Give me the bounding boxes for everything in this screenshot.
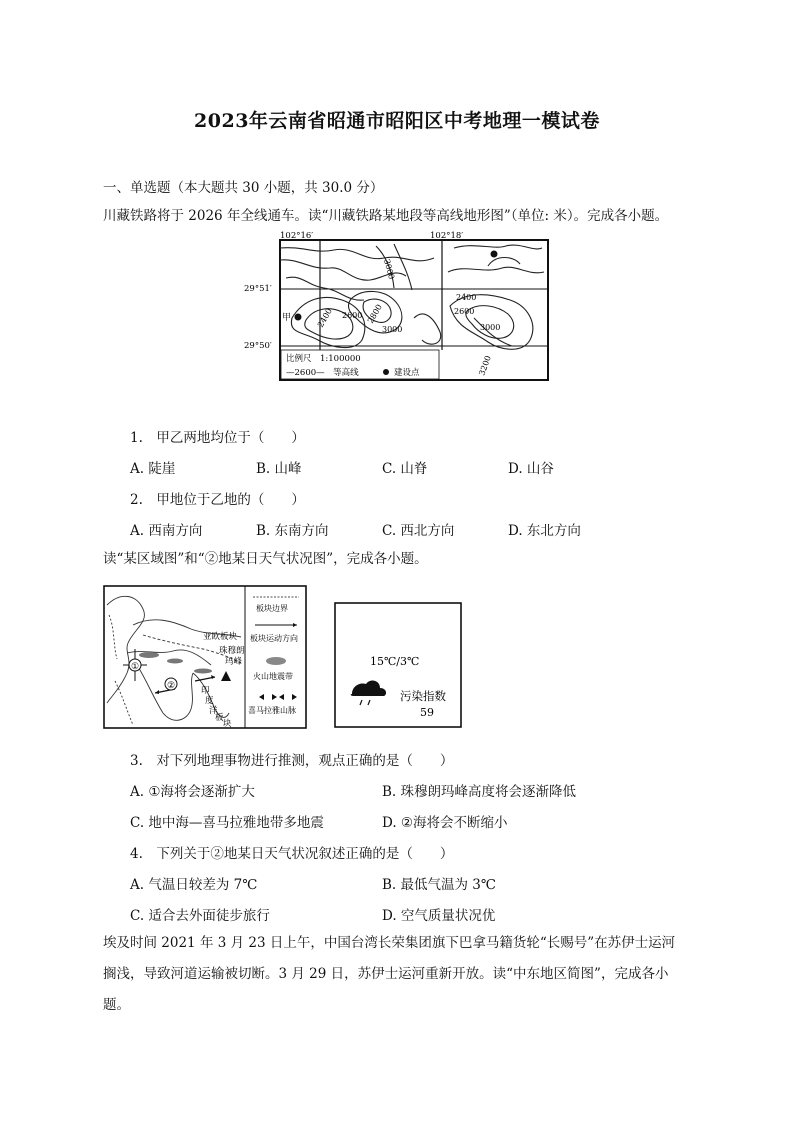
q3-option-b[interactable]: B. 珠穆朗玛峰高度将会逐渐降低: [382, 784, 577, 800]
indian-plate-char: 度: [205, 696, 214, 706]
lon-left-label: 102°16′: [280, 231, 314, 241]
legend-site-dot: [383, 369, 389, 375]
indian-plate-char: 印: [201, 686, 210, 696]
site-point-yi: [491, 251, 498, 258]
region-map: [103, 585, 307, 729]
legend-plate-boundary: 板块边界: [256, 604, 288, 613]
lat-bottom-label: 29°50′: [244, 341, 272, 351]
peak-label: 玛峰: [225, 657, 243, 667]
plate-label: 亚欧板块: [203, 632, 238, 642]
q2-option-c[interactable]: C. 西北方向: [382, 523, 455, 539]
q1-option-c[interactable]: C. 山脊: [382, 461, 428, 477]
indian-plate-char: 洋: [209, 706, 218, 716]
marker-1: ①: [131, 662, 140, 672]
q1-option-a[interactable]: A. 陡崖: [130, 461, 176, 477]
q1-option-d[interactable]: D. 山谷: [508, 461, 554, 477]
peak-label: 珠穆朗: [219, 646, 245, 656]
lon-right-label: 102°18′: [430, 231, 464, 241]
question-4-stem: 4. 下列关于②地某日天气状况叙述正确的是（ ）: [130, 846, 454, 862]
page-title: 2023年云南省昭通市昭阳区中考地理一模试卷: [194, 110, 600, 132]
contour-label: 3000: [382, 258, 397, 281]
question-3-stem: 3. 对下列地理事物进行推测，观点正确的是（ ）: [130, 753, 454, 769]
q4-option-d[interactable]: D. 空气质量状况优: [382, 908, 496, 924]
q1-option-b[interactable]: B. 山峰: [256, 461, 302, 477]
weather-panel: [334, 602, 462, 728]
map-scale: 比例尺 1:100000: [286, 354, 361, 364]
marker-2: ②: [167, 681, 176, 691]
contour-label: 2400: [315, 306, 334, 329]
contour-label: 3200: [477, 354, 493, 377]
point-jia-label: 甲: [282, 313, 292, 323]
contour-map: [244, 228, 554, 386]
question-1-stem: 1. 甲乙两地均位于（ ）: [130, 430, 305, 446]
intro-paragraph-3-line: 搁浅，导致河道运输被切断。3 月 29 日，苏伊士运河重新开放。读“中东地区简图”，完成各小: [103, 966, 669, 982]
intro-paragraph-3-line: 埃及时间 2021 年 3 月 23 日上午，中国台湾长荣集团旗下巴拿马籍货轮“长赐号”在苏伊士运河: [103, 935, 676, 951]
section-heading: 一、单选题（本大题共 30 小题，共 30.0 分）: [103, 180, 384, 196]
lat-top-label: 29°51′: [244, 284, 272, 294]
contour-label: 2800: [365, 302, 384, 325]
site-point-jia: [295, 314, 302, 321]
legend-volcano-belt: 火山地震带: [253, 672, 293, 681]
weather-temperature: 15℃/3℃: [370, 655, 420, 668]
intro-paragraph-1: 川藏铁路将于 2026 年全线通车。读“川藏铁路某地段等高线地形图”（单位: 米）。完成各小题。: [103, 208, 669, 224]
legend-himalaya: 喜马拉雅山脉: [248, 706, 296, 715]
intro-paragraph-3-line: 题。: [103, 997, 130, 1013]
contour-label: 2400: [456, 293, 477, 302]
q4-option-b[interactable]: B. 最低气温为 3℃: [382, 877, 496, 893]
q2-option-a[interactable]: A. 西南方向: [130, 523, 203, 539]
q2-option-b[interactable]: B. 东南方向: [256, 523, 329, 539]
contour-label: 3000: [382, 325, 403, 334]
contour-label: 2600: [342, 311, 363, 320]
q4-option-a[interactable]: A. 气温日较差为 7℃: [130, 877, 258, 893]
legend-plate-motion: 板块运动方向: [250, 634, 298, 643]
q3-option-a[interactable]: A. ①海将会逐渐扩大: [130, 784, 255, 800]
contour-label: 2600: [454, 307, 475, 316]
q4-option-c[interactable]: C. 适合去外面徒步旅行: [130, 908, 270, 924]
pollution-label: 污染指数: [400, 689, 446, 703]
pollution-value: 59: [420, 706, 434, 719]
contour-label: 3000: [480, 323, 501, 332]
legend-contour: —2600— 等高线: [286, 368, 359, 378]
q3-option-d[interactable]: D. ②海将会不断缩小: [382, 815, 508, 831]
q2-option-d[interactable]: D. 东北方向: [508, 523, 581, 539]
legend-site: 建设点: [394, 368, 420, 378]
question-2-stem: 2. 甲地位于乙地的（ ）: [130, 492, 305, 508]
indian-plate-char: 块: [223, 719, 232, 729]
q3-option-c[interactable]: C. 地中海—喜马拉雅地带多地震: [130, 815, 324, 831]
indian-plate-char: 板: [215, 713, 224, 723]
intro-paragraph-2: 读“某区域图”和“②地某日天气状况图”，完成各小题。: [103, 551, 428, 567]
